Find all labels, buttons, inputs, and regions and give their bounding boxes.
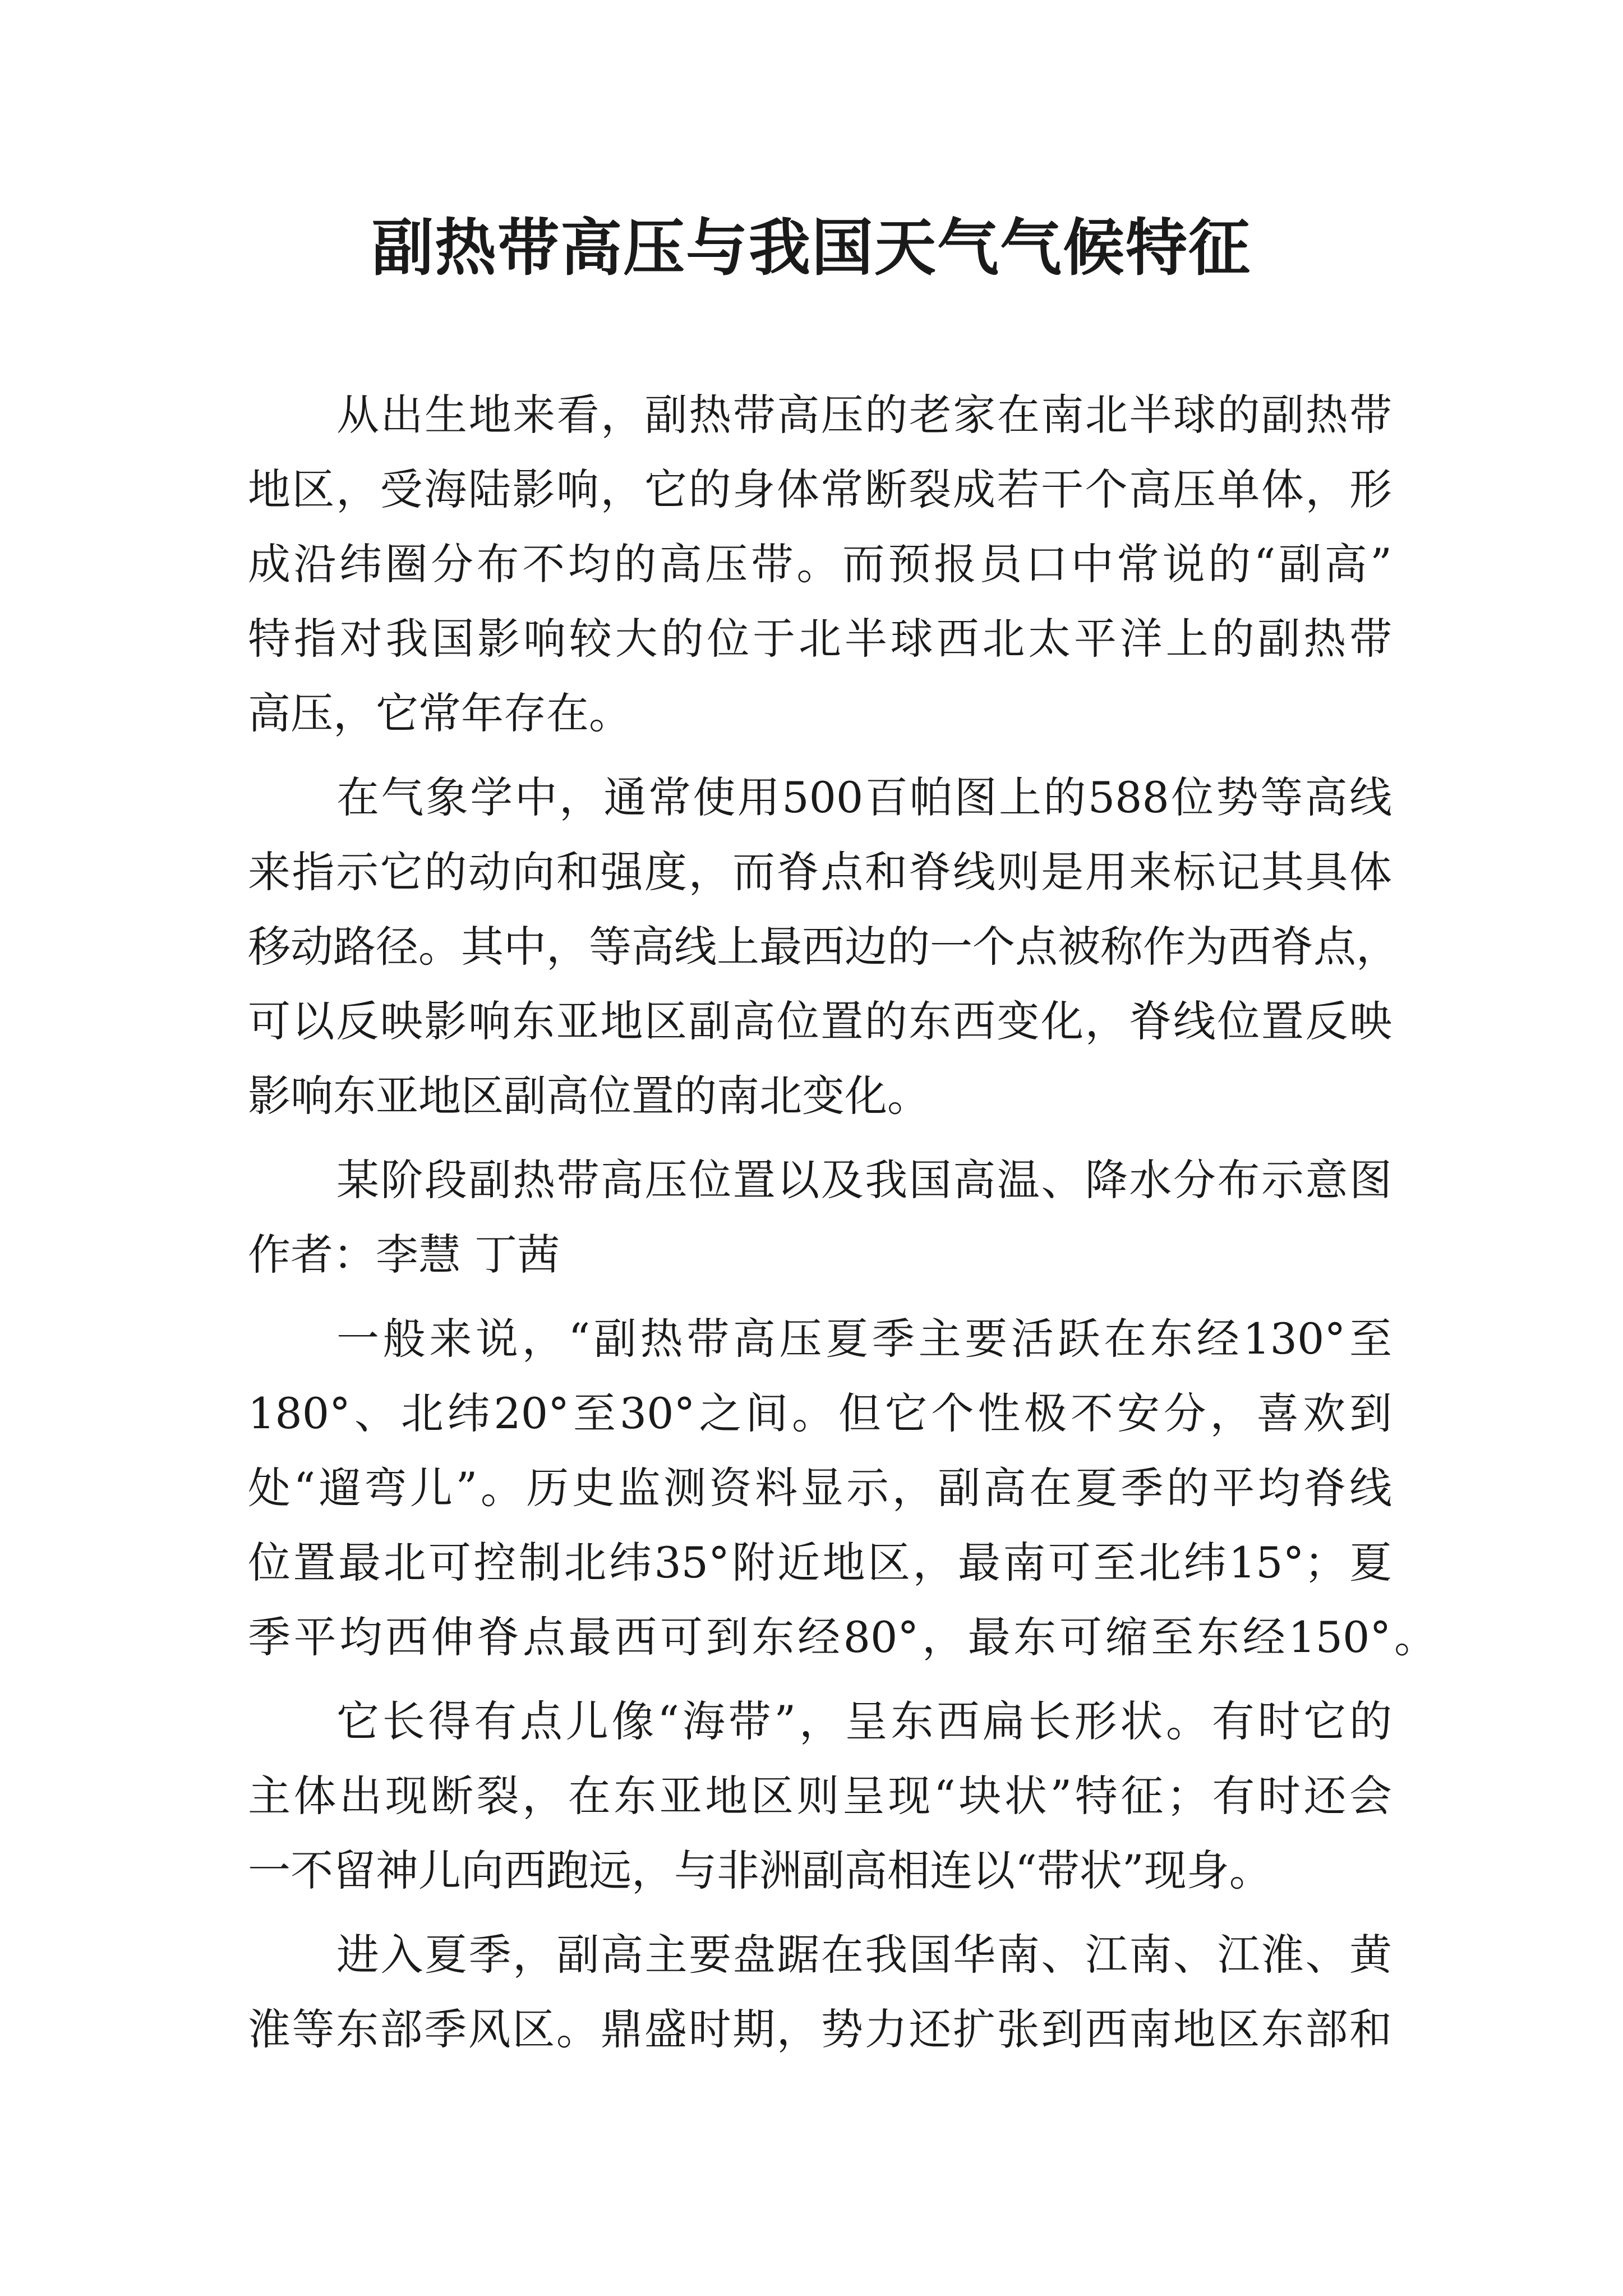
paragraph-line: 在气象学中，通常使用500百帕图上的588位势等高线 — [336, 772, 1392, 822]
paragraph-line: 淮等东部季风区。鼎盛时期，势力还扩张到西南地区东部和 — [248, 2004, 1392, 2054]
paragraph-line: 地区，受海陆影响，它的身体常断裂成若干个高压单体，形 — [248, 464, 1392, 514]
paragraph-line: 成沿纬圈分布不均的高压带。而预报员口中常说的“副高” — [248, 539, 1392, 589]
paragraph-line: 180°、北纬20°至30°之间。但它个性极不安分，喜欢到 — [248, 1388, 1392, 1438]
paragraph-line: 影响东亚地区副高位置的南北变化。 — [248, 1071, 930, 1121]
paragraph-line: 从出生地来看，副热带高压的老家在南北半球的副热带 — [336, 390, 1392, 440]
figure-caption: 某阶段副热带高压位置以及我国高温、降水分布示意图 — [336, 1155, 1392, 1205]
paragraph-line: 一般来说，“副热带高压夏季主要活跃在东经130°至 — [336, 1314, 1392, 1364]
paragraph-line: 一不留神儿向西跑远，与非洲副高相连以“带状”现身。 — [248, 1846, 1272, 1895]
paragraph-line: 高压，它常年存在。 — [248, 688, 631, 738]
paragraph-line: 移动路径。其中，等高线上最西边的一个点被称作为西脊点， — [248, 922, 1399, 972]
paragraph-line: 特指对我国影响较大的位于北半球西北太平洋上的副热带 — [248, 614, 1392, 664]
paragraph-line: 进入夏季，副高主要盘踞在我国华南、江南、江淮、黄 — [336, 1930, 1392, 1980]
paragraph-line: 处“遛弯儿”。历史监测资料显示，副高在夏季的平均脊线 — [248, 1463, 1392, 1513]
paragraph-line: 主体出现断裂，在东亚地区则呈现“块状”特征；有时还会 — [248, 1771, 1392, 1821]
paragraph-line: 位置最北可控制北纬35°附近地区，最南可至北纬15°；夏 — [248, 1538, 1392, 1588]
paragraph-line: 来指示它的动向和强度，而脊点和脊线则是用来标记其具体 — [248, 847, 1392, 897]
paragraph-line: 可以反映影响东亚地区副高位置的东西变化，脊线位置反映 — [248, 996, 1392, 1046]
paragraph-line: 它长得有点儿像“海带”，呈东西扁长形状。有时它的 — [336, 1696, 1392, 1746]
document-title: 副热带高压与我国天气气候特征 — [372, 211, 1251, 284]
paragraph-line: 季平均西伸脊点最西可到东经80°，最东可缩至东经150°。 — [248, 1612, 1437, 1662]
author-line: 作者：李慧 丁茜 — [248, 1230, 560, 1280]
